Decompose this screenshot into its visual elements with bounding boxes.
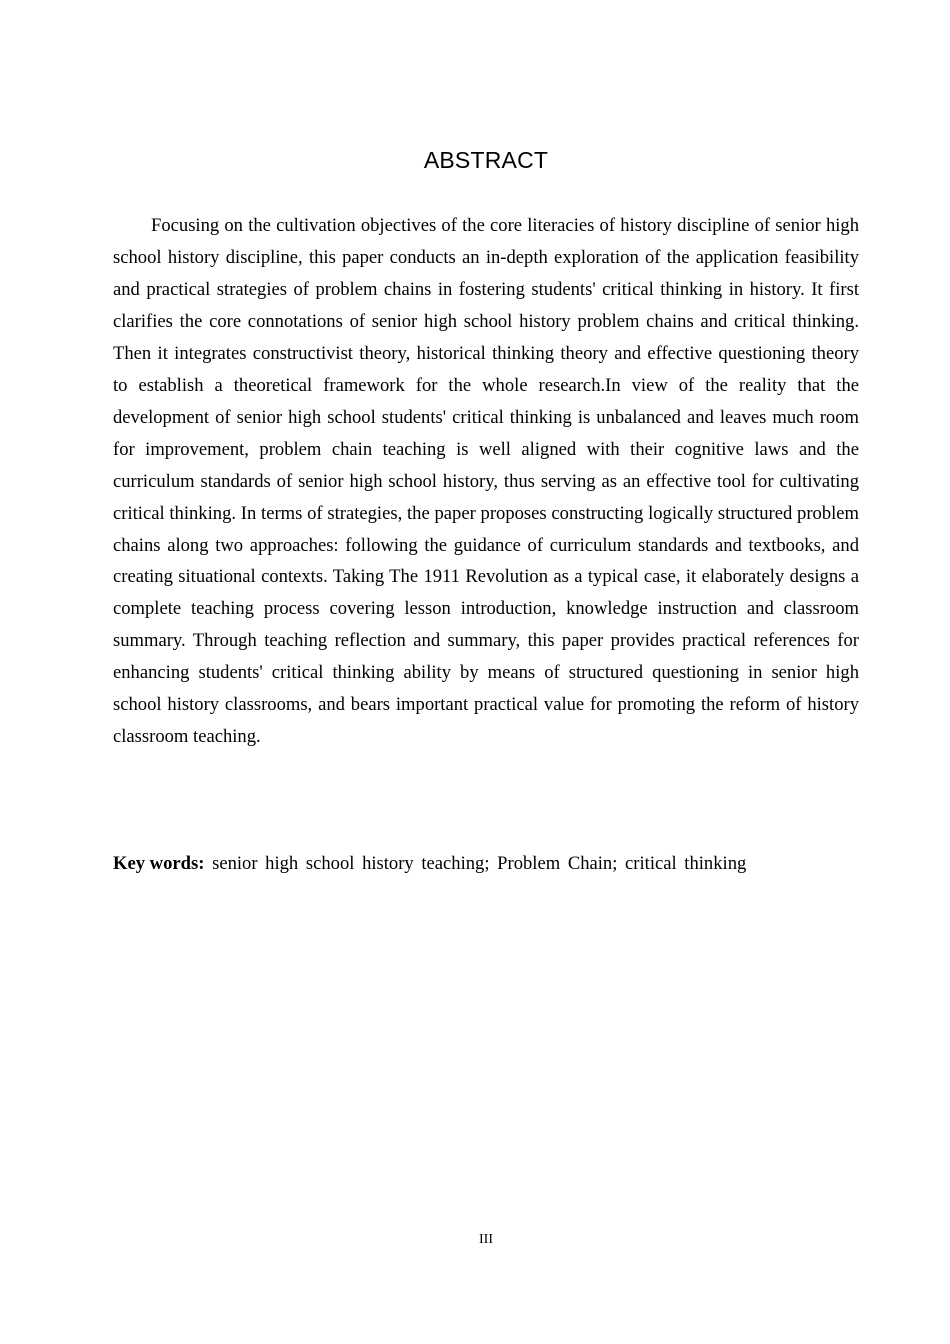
keywords-label: Key words: [113,853,205,874]
page-number: III [479,1232,493,1247]
keywords-line [113,848,873,880]
abstract-body: Focusing on the cultivation objectives of the core literacies of history discipline of senior high school history discipline, this paper conducts an in-depth exploration of the application feasibility and practical strategies of problem chains in fostering students' critical thinking in history. It first clarifies the core connotations of senior high school history problem chains and critical thinking. Then it integrates constructivist theory, historical thinking theory and effective questioning theory to establish a theoretical framework for the whole research.In view of the reality that the development of senior high school students' critical thinking is unbalanced and leaves much room for improvement, problem chain teaching is well aligned with their cognitive laws and the curriculum standards of senior high school history, thus serving as an effective tool for cultivating critical thinking. In terms of strategies, the paper proposes constructing logically structured problem chains along two approaches: following the guidance of curriculum standards and textbooks, and creating situational contexts. Taking The 1911 Revolution as a typical case, it elaborately designs a complete teaching process covering lesson introduction, knowledge instruction and classroom summary. Through teaching reflection and summary, this paper provides practical references for enhancing students' critical thinking ability by means of structured questioning in senior high school history classrooms, and bears important practical value for promoting the reform of history classroom teaching. [113,215,859,748]
keywords-text: senior high school history teaching; Problem Chain; critical thinking [212,853,747,874]
abstract-title: ABSTRACT [423,147,549,173]
